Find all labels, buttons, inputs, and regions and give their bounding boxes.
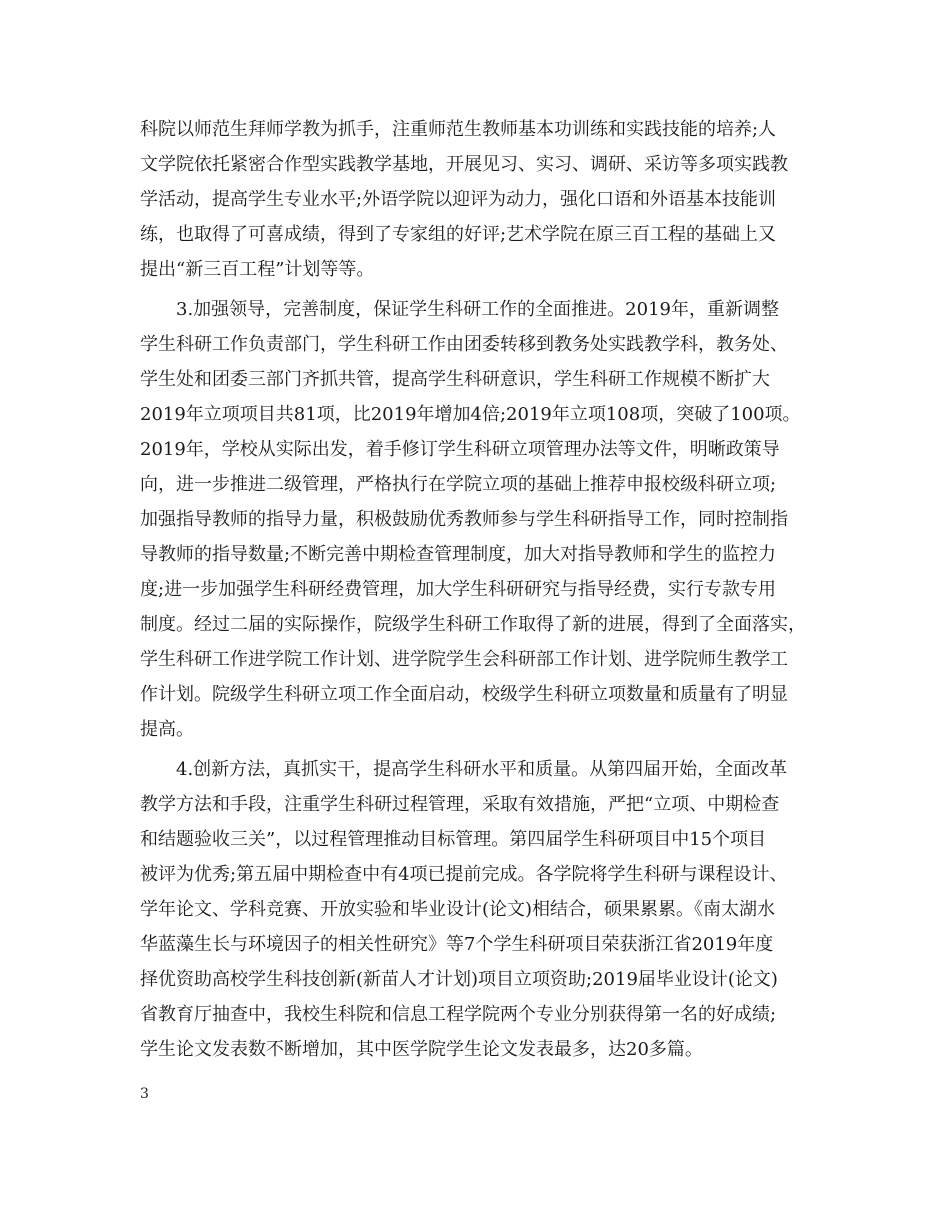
text-line: 导教师的指导数量;不断完善中期检查管理制度，加大对指导教师和学生的监控力 — [140, 544, 777, 565]
text-line: 华蓝藻生长与环境因子的相关性研究》等7个学生科研项目荣获浙江省2019年度 — [140, 934, 774, 955]
text-line: 学生科研工作负责部门，学生科研工作由团委转移到教务处实践教学科，教务处、 — [140, 334, 788, 355]
text-line: 提高。 — [140, 719, 194, 740]
text-line: 2019年，学校从实际出发，着手修订学生科研立项管理办法等文件，明晰政策导 — [140, 439, 780, 460]
text-line: 度;进一步加强学生科研经费管理，加大学生科研研究与指导经费，实行专款专用 — [140, 579, 777, 600]
paragraph — [140, 112, 812, 287]
text-line: 科院以师范生拜师学教为抓手，注重师范生教师基本功训练和实践技能的培养;人 — [140, 119, 777, 140]
text-line: 加强指导教师的指导力量，积极鼓励优秀教师参与学生科研指导工作，同时控制指 — [140, 509, 788, 530]
text-line: 学年论文、学科竞赛、开放实验和毕业设计(论文)相结合，硕果累累。《南太湖水 — [140, 899, 776, 920]
text-line: 和结题验收三关”，以过程管理推动目标管理。第四届学生科研项目中15个项目 — [140, 829, 767, 850]
text-line: 省教育厅抽查中，我校生科院和信息工程学院两个专业分别获得第一名的好成绩; — [140, 1004, 777, 1025]
text-line: 2019年立项项目共81项，比2019年增加4倍;2019年立项108项，突破了100项。 — [140, 404, 801, 425]
text-line: 教学方法和手段，注重学生科研过程管理，采取有效措施，严把“立项、中期检查 — [140, 794, 780, 815]
text-line: 制度。经过二届的实际操作，院级学生科研工作取得了新的进展，得到了全面落实， — [140, 614, 806, 635]
page-number: 3 — [140, 1086, 149, 1102]
text-line: 提出“新三百工程”计划等等。 — [140, 259, 375, 280]
paragraph — [140, 752, 812, 1067]
paragraph — [140, 292, 812, 747]
document-body — [140, 112, 812, 1072]
text-line: 文学院依托紧密合作型实践教学基地，开展见习、实习、调研、采访等多项实践教 — [140, 154, 788, 175]
text-line: 练，也取得了可喜成绩，得到了专家组的好评;艺术学院在原三百工程的基础上又 — [140, 224, 777, 245]
text-line: 学生科研工作进学院工作计划、进学院学生会科研部工作计划、进学院师生教学工 — [140, 649, 788, 670]
text-line: 4.创新方法，真抓实干，提高学生科研水平和质量。从第四届开始，全面改革 — [176, 759, 788, 780]
text-line: 被评为优秀;第五届中期检查中有4项已提前完成。各学院将学生科研与课程设计、 — [140, 864, 788, 885]
text-line: 3.加强领导，完善制度，保证学生科研工作的全面推进。2019年，重新调整 — [176, 299, 779, 320]
text-line: 学生论文发表数不断增加，其中医学院学生论文发表最多，达20多篇。 — [140, 1039, 703, 1060]
text-line: 学生处和团委三部门齐抓共管，提高学生科研意识，学生科研工作规模不断扩大 — [140, 369, 770, 390]
text-line: 学活动，提高学生专业水平;外语学院以迎评为动力，强化口语和外语基本技能训 — [140, 189, 777, 210]
text-line: 向，进一步推进二级管理，严格执行在学院立项的基础上推荐申报校级科研立项; — [140, 474, 777, 495]
text-line: 作计划。院级学生科研立项工作全面启动，校级学生科研立项数量和质量有了明显 — [140, 684, 788, 705]
text-line: 择优资助高校学生科技创新(新苗人才计划)项目立项资助;2019届毕业设计(论文) — [140, 969, 778, 990]
